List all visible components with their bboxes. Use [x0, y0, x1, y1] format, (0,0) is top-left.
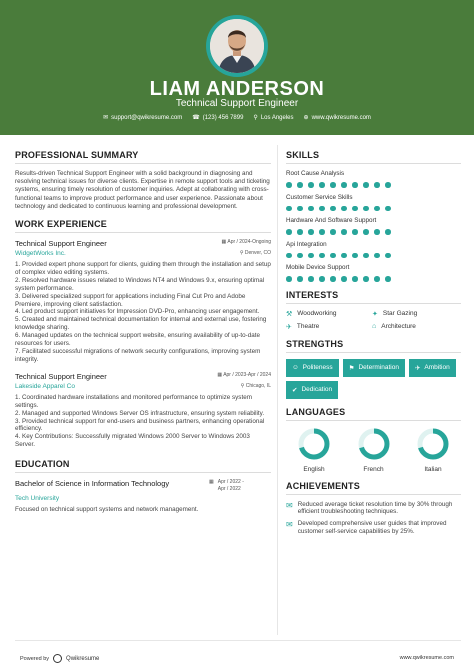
job-bullet: 3. Provided technical support for end-users and business partners, enhancing operational efficiency. — [15, 417, 265, 433]
woodworking-icon: ⚒ — [286, 310, 293, 318]
skill-label: Api Integration — [286, 240, 327, 248]
skill-dot — [319, 229, 325, 235]
skill-dot — [385, 276, 391, 282]
skill-dot — [341, 253, 347, 259]
ambition-icon: ✈ — [414, 364, 421, 372]
theatre-icon: ✈ — [286, 323, 292, 331]
achievement-text: Developed comprehensive user guides that improved customer self-service capabilities by 25%. — [297, 520, 447, 536]
skill-label: Root Cause Analysis — [286, 170, 345, 177]
interest-item — [372, 323, 458, 331]
contact-location-text: Los Angeles — [260, 114, 294, 121]
skill-dot — [308, 229, 314, 235]
skill-label: Hardware And Software Support — [286, 217, 377, 224]
interest-label: Star Gazing — [382, 310, 418, 317]
job-dates-text: Apr / 2024-Ongoing — [227, 239, 271, 246]
skill-dot — [297, 276, 303, 282]
skill-dot — [319, 253, 325, 259]
achievement-text: Reduced average ticket resolution time by 30% through efficient troubleshooting techniques. — [297, 500, 453, 516]
strengths-heading: STRENGTHS — [286, 339, 461, 353]
strength-badge — [286, 381, 338, 399]
job-location — [241, 383, 271, 390]
footer-divider — [15, 640, 461, 641]
job-bullet: 1. Provided expert phone support for clients, guiding them through the installation and setup of complex video editing systems. — [15, 261, 271, 276]
powered-by-text: Powered by — [20, 655, 50, 662]
calendar-icon: ▦ — [209, 479, 214, 486]
job-location — [240, 250, 271, 257]
job-bullet: 7. Facilitated successful migrations of network security configurations, improving system integrity. — [15, 347, 261, 363]
language-label: Italian — [424, 465, 442, 473]
education-start: Apr / 2022 — [217, 479, 241, 486]
education-school: Tech University — [15, 495, 60, 503]
skill-dot — [297, 229, 303, 235]
skill-dot — [286, 229, 292, 235]
skill-dot — [286, 182, 292, 188]
skill-rating — [286, 253, 461, 259]
megaphone-icon: ✉ — [286, 520, 293, 530]
megaphone-icon: ✉ — [286, 500, 293, 510]
brand-name: Qwikresume — [66, 655, 100, 662]
location-pin-icon: ⚲ — [239, 250, 245, 257]
skills-list — [286, 170, 461, 282]
achievement-item — [286, 520, 461, 536]
skill-dot — [308, 253, 314, 259]
skill-dot — [374, 253, 380, 259]
job-bullet: 3. Delivered specialized support for applications including Final Cut Pro and Adobe Premiere, improving client satisfaction. — [15, 292, 246, 308]
strength-badge — [409, 359, 456, 377]
job-bullet: 4. Key Contributions: Successfully migrated Windows 2000 Server to Windows 2003 Server. — [15, 433, 250, 449]
language-level-gauge — [297, 427, 331, 461]
skill-dot — [286, 206, 292, 212]
skill-dot — [330, 276, 336, 282]
calendar-icon: ▦ — [221, 239, 228, 246]
skill-dot — [286, 253, 292, 259]
skill-dot — [352, 253, 358, 259]
candidate-name: LIAM ANDERSON — [149, 78, 325, 100]
interest-item — [286, 310, 372, 318]
skill-dot — [374, 229, 380, 235]
profile-photo-ring — [206, 15, 268, 77]
skill-rating — [286, 206, 461, 212]
job-bullet: 6. Managed updates on the technical support website, ensuring availability of up-to-date resources for users. — [15, 332, 261, 348]
skill-dot — [330, 182, 336, 188]
education-degree: Bachelor of Science in Information Technology — [15, 479, 170, 489]
job-dates — [217, 372, 271, 378]
job-bullet: 2. Resolved hardware issues related to Windows NT4 and Windows 9.x, ensuring optimal system performance. — [15, 276, 265, 292]
language-item — [290, 427, 338, 473]
language-label: English — [303, 465, 325, 473]
job-location-text: Chicago, IL — [245, 382, 271, 389]
interests-list — [286, 310, 461, 331]
job-title: Technical Support Engineer — [15, 371, 107, 381]
skill-dot — [363, 206, 369, 212]
location-icon: ⚲ — [253, 115, 258, 121]
skill-dot — [374, 182, 380, 188]
skill-dot — [330, 229, 336, 235]
job-location-text: Denver, CO — [244, 250, 271, 257]
language-level-gauge — [416, 427, 450, 461]
skill-dot — [352, 229, 358, 235]
email-icon: ✉ — [103, 115, 109, 121]
education-end: Apr / 2022 — [217, 486, 241, 493]
skills-heading: SKILLS — [286, 150, 461, 164]
skill-dot — [308, 182, 314, 188]
job-bullet: 1. Coordinated hardware installations and monitored performance to optimize system settings. — [15, 393, 252, 409]
qwikresume-logo-icon — [53, 654, 62, 663]
education-dates: ▦ Apr / 2022 - Apr / 2022 — [209, 479, 244, 493]
skill-dot — [308, 206, 314, 212]
achievements-list — [286, 501, 461, 537]
contact-bar — [0, 114, 474, 121]
language-item — [409, 427, 457, 473]
interest-item — [286, 323, 372, 331]
determination-icon: ⚑ — [348, 364, 355, 372]
skill-dot — [385, 206, 391, 212]
skill-item — [286, 170, 461, 188]
strength-badge — [343, 359, 405, 377]
left-column — [15, 150, 271, 513]
skill-dot — [286, 276, 292, 282]
skill-dot — [352, 276, 358, 282]
contact-email[interactable] — [103, 114, 182, 121]
strength-label: Dedication — [301, 386, 333, 393]
skill-dot — [374, 276, 380, 282]
skill-dot — [297, 182, 303, 188]
skill-dot — [330, 206, 336, 212]
candidate-title: Technical Support Engineer — [175, 98, 299, 109]
job-dates-text: Apr / 2023-Apr / 2024 — [223, 371, 271, 378]
skill-rating — [286, 229, 461, 235]
achievement-item — [286, 501, 461, 517]
interest-label: Woodworking — [297, 310, 337, 317]
skill-dot — [341, 276, 347, 282]
website-icon: ⊕ — [303, 115, 309, 121]
skill-dot — [341, 229, 347, 235]
contact-phone[interactable] — [192, 114, 243, 121]
skill-dot — [363, 182, 369, 188]
interest-label: Architecture — [381, 323, 416, 330]
experience-heading: WORK EXPERIENCE — [15, 219, 271, 233]
job-title: Technical Support Engineer — [15, 239, 107, 249]
achievements-heading: ACHIEVEMENTS — [286, 481, 461, 495]
resume-header — [0, 0, 474, 135]
contact-website-text: www.qwikresume.com — [311, 114, 371, 121]
language-label: French — [363, 465, 384, 473]
job-dates — [222, 239, 271, 245]
skill-dot — [341, 182, 347, 188]
skill-dot — [385, 229, 391, 235]
education-heading: EDUCATION — [15, 459, 271, 473]
column-divider — [277, 145, 278, 635]
job-entry — [15, 372, 271, 449]
skill-rating — [286, 276, 461, 282]
skill-rating — [286, 182, 461, 188]
location-pin-icon: ⚲ — [240, 382, 246, 389]
job-bullet: 5. Created and maintained technical documentation for internal and external use, fostering knowledge sharing. — [15, 316, 267, 332]
skill-label: Customer Service Skills — [286, 193, 353, 201]
interest-label: Theatre — [296, 323, 320, 330]
skill-dot — [341, 206, 347, 212]
skill-item — [286, 241, 461, 259]
star-gazing-icon: ✦ — [372, 310, 378, 318]
skill-label: Mobile Device Support — [286, 264, 350, 271]
skill-dot — [319, 182, 325, 188]
contact-phone-text: (123) 456 7899 — [202, 114, 244, 121]
strength-label: Determination — [358, 364, 399, 371]
powered-by[interactable] — [20, 654, 99, 663]
strength-label: Ambition — [424, 364, 450, 371]
skill-dot — [319, 276, 325, 282]
skill-dot — [352, 182, 358, 188]
skill-item — [286, 217, 461, 235]
skill-dot — [330, 253, 336, 259]
skill-dot — [385, 253, 391, 259]
skill-dot — [363, 276, 369, 282]
summary-heading: PROFESSIONAL SUMMARY — [15, 150, 271, 164]
contact-location — [253, 114, 293, 121]
languages-list — [286, 427, 461, 473]
company-name: Lakeside Apparel Co — [15, 382, 75, 390]
job-bullets — [15, 394, 271, 449]
strengths-list — [286, 359, 461, 399]
skill-dot — [352, 206, 358, 212]
contact-website[interactable] — [304, 114, 371, 121]
skill-dot — [363, 253, 369, 259]
job-entry — [15, 239, 271, 364]
calendar-icon: ▦ — [217, 371, 224, 378]
skill-dot — [319, 206, 325, 212]
strength-badge — [286, 359, 339, 377]
education-entry — [15, 479, 271, 493]
skill-dot — [297, 206, 303, 212]
skill-dot — [308, 276, 314, 282]
skill-dot — [297, 253, 303, 259]
language-item — [350, 427, 398, 473]
skill-dot — [374, 206, 380, 212]
strength-label: Politeness — [302, 364, 333, 371]
job-bullet: 4. Led product support initiatives for Impression DVD-Pro, enhancing user engagement. — [15, 308, 260, 316]
architecture-icon: ⌂ — [372, 323, 377, 330]
languages-heading: LANGUAGES — [286, 407, 461, 421]
footer-website[interactable]: www.qwikresume.com — [399, 655, 454, 661]
dedication-icon: ✔ — [292, 386, 298, 394]
contact-email-text: support@qwikresume.com — [111, 114, 183, 121]
skill-dot — [363, 229, 369, 235]
profile-photo — [210, 19, 264, 73]
right-column — [286, 150, 461, 540]
skill-item — [286, 194, 461, 212]
summary-text: Results-driven Technical Support Engineer with a solid background in diagnosing and resolving technical issues for diverse clients. Expertise in remote support tools and ticketing systems, ensuring timely resolution of customer inquiries. Adept at collaborating with cross-functional teams to improve product performance and user experience. Passionate about technology and dedicated to continuous learning and professional development. — [15, 170, 270, 210]
interest-item — [372, 310, 458, 318]
page-footer — [0, 640, 474, 670]
job-bullet: 2. Managed and supported Windows Server OS infrastructure, ensuring system reliability. — [15, 409, 265, 417]
company-name: WidgetWorks Inc. — [15, 250, 66, 258]
language-level-gauge — [357, 427, 391, 461]
skill-dot — [385, 182, 391, 188]
interests-heading: INTERESTS — [286, 290, 461, 304]
skill-item — [286, 264, 461, 282]
education-description: Focused on technical support systems and network management. — [15, 506, 199, 514]
politeness-icon: ☺ — [292, 364, 299, 371]
phone-icon: ☎ — [192, 115, 200, 121]
job-bullets — [15, 261, 271, 364]
